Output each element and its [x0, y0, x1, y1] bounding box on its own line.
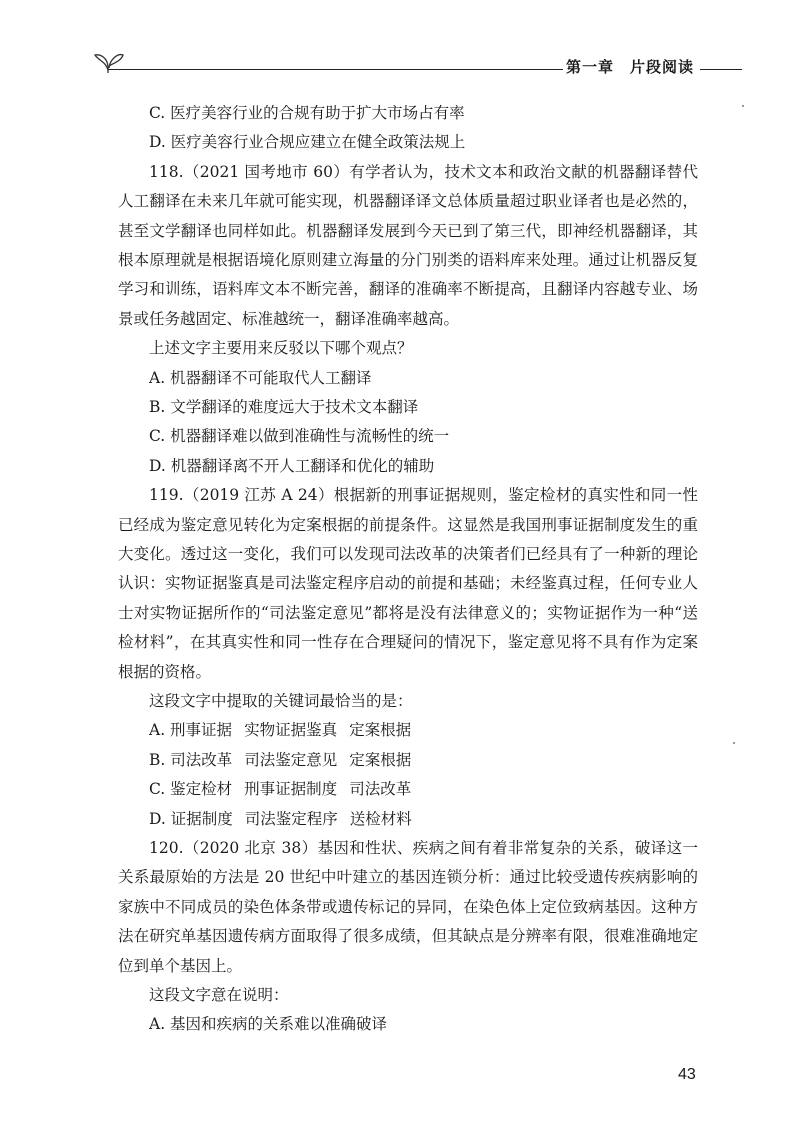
question-119-prompt: 这段文字中提取的关键词最恰当的是： — [149, 692, 413, 711]
option-line: D. 医疗美容行业合规应建立在健全政策法规上 — [149, 133, 466, 152]
option-term: 刑事证据制度 — [244, 780, 338, 799]
option-term: 实物证据鉴真 — [244, 721, 338, 740]
option-term: 定案根据 — [349, 721, 412, 740]
page-body — [118, 99, 698, 1040]
option-term: D. 证据制度 — [149, 809, 233, 828]
option-term: 定案根据 — [349, 750, 412, 769]
option-line — [118, 805, 698, 834]
option-term: C. 鉴定检材 — [149, 780, 233, 799]
option-term: 司法改革 — [349, 780, 412, 799]
chapter-number: 第一章 — [566, 58, 615, 76]
option-line — [118, 775, 698, 804]
running-header — [92, 44, 742, 84]
option-term: 司法鉴定程序 — [244, 809, 338, 828]
option-line: A. 机器翻译不可能取代人工翻译 — [149, 368, 372, 387]
option-line: C. 机器翻译难以做到准确性与流畅性的统一 — [149, 427, 450, 446]
chapter-title — [566, 56, 694, 77]
option-line: D. 机器翻译离不开人工翻译和优化的辅助 — [149, 456, 435, 475]
option-line — [118, 716, 698, 745]
question-120-stem: 120.（2020 北京 38）基因和性状、疾病之间有着非常复杂的关系，破译这一关系最原始的方法是 20 世纪中叶建立的基因连锁分析：通过比较受遗传疾病影响的家族中不同成员的染色体条带或遗传标记的异同，在染色体上定位致病基因。这种方法在研究单基因遗传病方面取得了很多成绩，但其缺点是分辨率有限，很难准确地定位到单个基因上。 — [118, 838, 698, 975]
sprout-leaf-icon — [92, 44, 128, 78]
question-120-prompt: 这段文字意在说明： — [149, 986, 289, 1004]
question-118-prompt: 上述文字主要用来反驳以下哪个观点？ — [149, 339, 413, 358]
option-line — [118, 746, 698, 775]
question-119-stem: 119.（2019 江苏 A 24）根据新的刑事证据规则，鉴定检材的真实性和同一性已经成为鉴定意见转化为定案根据的前提条件。这显然是我国刑事证据制度发生的重大变化。透过这一变化，我们可以发现司法改革的决策者们已经具有了一种新的理论认识：实物证据鉴真是司法鉴定程序启动的前提和基础；未经鉴真过程，任何专业人士对实物证据所作的“司法鉴定意见”都将是没有法律意义的；实物证据作为一种“送检材料”，在其真实性和同一性存在合理疑问的情况下，鉴定意见将不具有作为定案根据的资格。 — [118, 486, 698, 681]
option-line: C. 医疗美容行业的合规有助于扩大市场占有率 — [149, 104, 465, 122]
page-number: 43 — [678, 1066, 696, 1083]
option-term: A. 刑事证据 — [149, 721, 233, 740]
header-rule-right — [700, 69, 742, 70]
header-rule-left — [108, 69, 563, 70]
option-line: A. 基因和疾病的关系难以准确破译 — [149, 1015, 388, 1034]
question-118-stem: 118.（2021 国考地市 60）有学者认为，技术文本和政治文献的机器翻译替代人工翻译在未来几年就可能实现，机器翻译译文总体质量超过职业译者也是必然的，甚至文学翻译也同样如此。机器翻译发展到今天已到了第三代，即神经机器翻译，其根本原理就是根据语境化原则建立海量的分门别类的语料库来处理。通过让机器反复学习和训练，语料库文本不断完善，翻译的准确率不断提高，且翻译内容越专业、场景或任务越固定、标准越统一，翻译准确率越高。 — [118, 162, 698, 328]
option-term: B. 司法改革 — [149, 750, 233, 769]
scan-speck — [742, 105, 744, 107]
option-term: 司法鉴定意见 — [244, 750, 338, 769]
scan-speck — [733, 742, 735, 744]
section-title: 片段阅读 — [630, 58, 695, 76]
option-line: B. 文学翻译的难度远大于技术文本翻译 — [149, 398, 419, 416]
option-term: 送检材料 — [349, 809, 412, 828]
